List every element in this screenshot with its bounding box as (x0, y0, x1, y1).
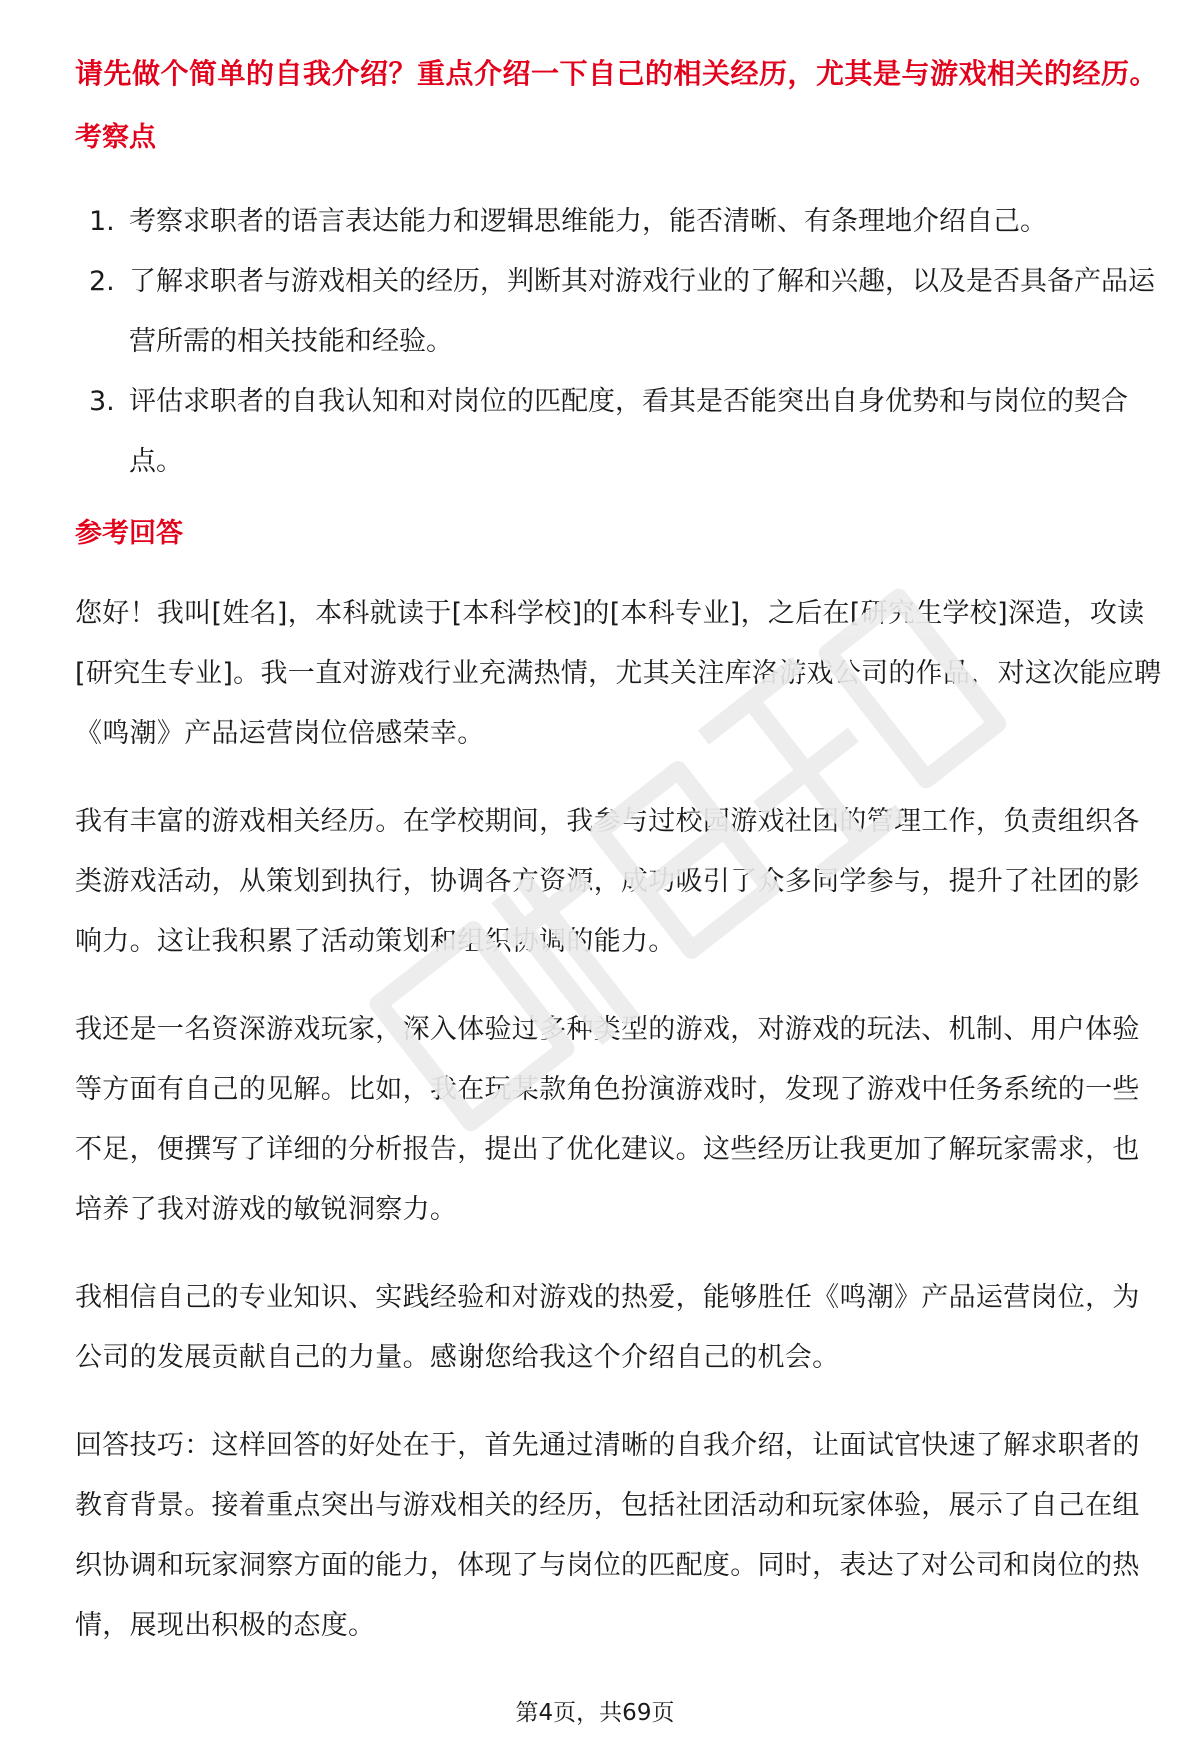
page-footer: 第4页，共69页 (515, 1700, 675, 1726)
focus-item-number: 1. (89, 206, 115, 237)
focus-item (75, 252, 1165, 372)
answer-paragraph: 我相信自己的专业知识、实践经验和对游戏的热爱，能够胜任《鸣潮》产品运营岗位，为公司的发展贡献自己的力量。感谢您给我这个介绍自己的机会。 (75, 1282, 1140, 1373)
focus-list (75, 192, 1165, 492)
focus-item-number: 2. (89, 266, 115, 297)
focus-item (75, 192, 1165, 252)
answer-paragraph: 我还是一名资深游戏玩家，深入体验过多种类型的游戏，对游戏的玩法、机制、用户体验等方面有自己的见解。比如，我在玩某款角色扮演游戏时，发现了游戏中任务系统的一些不足，便撰写了详细的分析报告，提出了优化建议。这些经历让我更加了解玩家需求，也培养了我对游戏的敏锐洞察力。 (75, 1014, 1140, 1225)
focus-heading: 考察点 (75, 122, 156, 153)
focus-item-text: 了解求职者与游戏相关的经历，判断其对游戏行业的了解和兴趣，以及是否具备产品运营所需的相关技能和经验。 (129, 266, 1155, 357)
document-page (75, 52, 1165, 1656)
answer-heading: 参考回答 (75, 518, 183, 549)
focus-item-text: 考察求职者的语言表达能力和逻辑思维能力，能否清晰、有条理地介绍自己。 (129, 206, 1047, 237)
answer-paragraph: 我有丰富的游戏相关经历。在学校期间，我参与过校园游戏社团的管理工作，负责组织各类游戏活动，从策划到执行，协调各方资源，成功吸引了众多同学参与，提升了社团的影响力。这让我积累了活动策划和组织协调的能力。 (75, 806, 1140, 957)
focus-item-text: 评估求职者的自我认知和对岗位的匹配度，看其是否能突出自身优势和与岗位的契合点。 (129, 386, 1128, 477)
question-title: 请先做个简单的自我介绍？重点介绍一下自己的相关经历，尤其是与游戏相关的经历。 (75, 57, 1159, 90)
answer-tips-paragraph: 回答技巧：这样回答的好处在于，首先通过清晰的自我介绍，让面试官快速了解求职者的教育背景。接着重点突出与游戏相关的经历，包括社团活动和玩家体验，展示了自己在组织协调和玩家洞察方面的能力，体现了与岗位的匹配度。同时，表达了对公司和岗位的热情，展现出积极的态度。 (75, 1430, 1140, 1641)
answer-paragraph: 您好！我叫[姓名]，本科就读于[本科学校]的[本科专业]，之后在[研究生学校]深造，攻读[研究生专业]。我一直对游戏行业充满热情，尤其关注库洛游戏公司的作品，对这次能应聘《鸣潮》产品运营岗位倍感荣幸。 (75, 598, 1162, 749)
focus-item (75, 372, 1165, 492)
focus-item-number: 3. (89, 386, 115, 417)
